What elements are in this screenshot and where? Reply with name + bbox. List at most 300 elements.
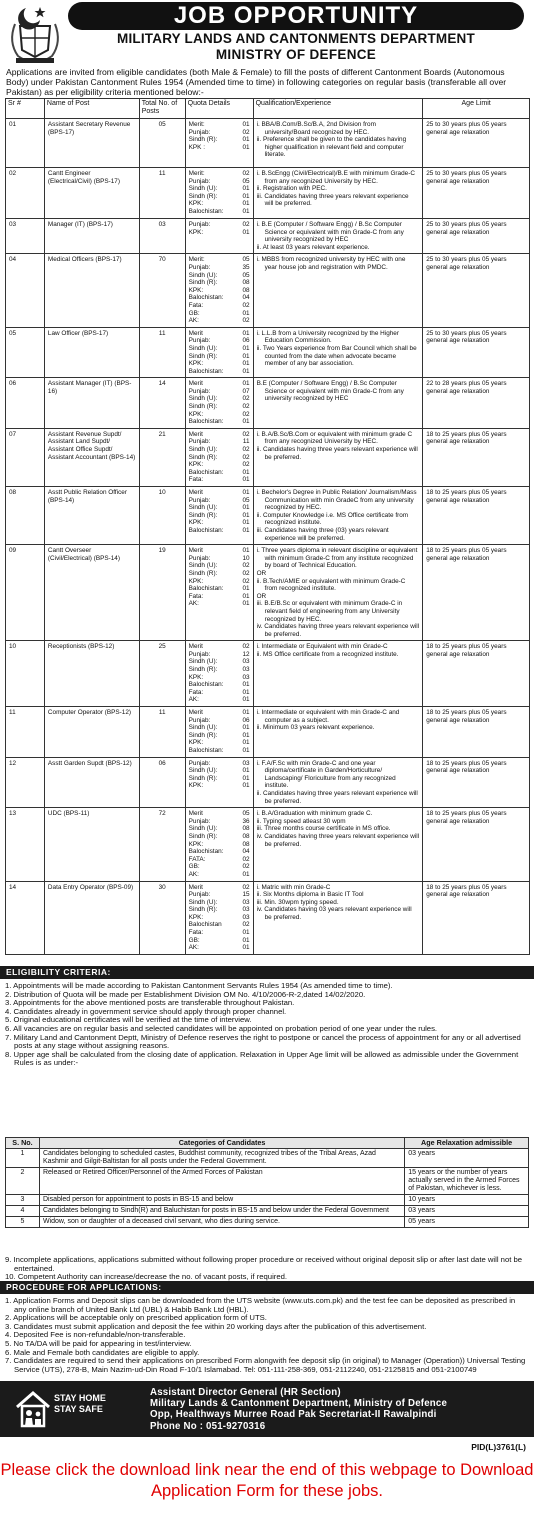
quota-line <box>189 724 250 732</box>
quota-count: 05 <box>242 256 250 264</box>
quota-count: 02 <box>242 883 250 891</box>
quota-line <box>189 256 250 264</box>
quota-count: 01 <box>242 192 250 200</box>
post-name: Data Entry Operator (BPS-09) <box>44 881 139 954</box>
post-name: Assistant Secretary Revenue (BPS-17) <box>44 119 139 168</box>
quota-region: Fata: <box>188 688 204 696</box>
quota-region: Sindh (U): <box>188 504 218 512</box>
quota-line <box>189 717 250 725</box>
col-post: Name of Post <box>44 99 139 119</box>
post-qualification <box>253 428 423 486</box>
post-age: 18 to 25 years plus 05 years general age relaxation <box>423 707 530 758</box>
quota-line <box>189 681 250 689</box>
quota-line <box>189 944 250 952</box>
quota-line <box>189 121 250 129</box>
quota-line <box>189 674 250 682</box>
quota-count: 02 <box>242 410 250 418</box>
qualification-line: i. Bechelor's Degree in Public Relation/ Journalism/Mass Communication with min GradeC from any university recognized by HEC. <box>256 489 417 512</box>
qualification-line: ii. Six Months diploma in Basic IT Tool <box>256 891 364 899</box>
quota-line <box>189 279 250 287</box>
qualification-line: i. B.A/B.Sc/B.Com or equivalent with minimum grade C from any recognized University by HEC. <box>256 430 413 446</box>
post-age: 18 to 25 years plus 05 years general age relaxation <box>423 487 530 545</box>
post-quota <box>185 757 253 808</box>
quota-count: 02 <box>242 562 250 570</box>
post-sr: 04 <box>6 254 45 327</box>
quota-region: KPK: <box>188 577 204 585</box>
quota-count: 01 <box>242 747 250 754</box>
quota-region: Balochistan: <box>188 418 224 426</box>
quota-region: Sindh (R): <box>188 906 218 914</box>
quota-region: Sindh (U): <box>188 395 218 403</box>
contact-department: Military Lands & Cantonment Department, Ministry of Defence <box>150 1398 448 1410</box>
quota-count: 01 <box>242 731 250 739</box>
post-quota <box>185 254 253 327</box>
quota-region: Punjab: <box>188 337 211 345</box>
post-sr: 08 <box>6 487 45 545</box>
quota-count: 02 <box>242 301 250 309</box>
rel-col-category: Categories of Candidates <box>39 1138 404 1149</box>
col-qual: Qualification/Experience <box>253 99 423 119</box>
quota-region: AK: <box>188 317 199 325</box>
quota-region: KPK: <box>188 461 204 469</box>
eligibility-item: 9. Incomplete applications, applications submitted without following proper procedure or received without original deposit slip or after last date will not be entertained. <box>5 1255 523 1273</box>
qualification-line: i. BBA/B.Com/B.Sc/B.A, 2nd Division from university/Board recognized by HEC. <box>256 121 376 136</box>
quota-region: AK: <box>188 944 199 952</box>
quota-count: 01 <box>242 476 250 484</box>
rel-age: 05 years <box>405 1217 529 1228</box>
quota-count: 01 <box>242 228 250 236</box>
post-name: Cantt Engineer (Electrical/Civil) (BPS-17) <box>44 168 139 219</box>
post-age: 18 to 25 years plus 05 years general age relaxation <box>423 545 530 641</box>
quota-count: 01 <box>242 380 250 388</box>
qualification-line: iii. Three months course certificate in MS office. <box>256 825 391 833</box>
quota-count: 08 <box>242 279 250 287</box>
quota-count: 35 <box>242 263 250 271</box>
post-sr: 12 <box>6 757 45 808</box>
post-qualification <box>253 487 423 545</box>
qualification-line: ii. Preference shall be given to the candidates having higher qualification in relevant field and computer literate. <box>256 136 407 159</box>
post-sr: 02 <box>6 168 45 219</box>
quota-region: Punjab: <box>188 716 211 724</box>
qualification-line: iii. B.E/B.Sc or equivalent with minimum Grade-C in relevant field of engineering from any University recognized by HEC. <box>256 600 403 623</box>
post-qualification <box>253 119 423 168</box>
quota-line <box>189 856 250 864</box>
post-quota <box>185 808 253 881</box>
quota-line <box>189 310 250 318</box>
quota-region: Sindh (R): <box>188 832 218 840</box>
intro-text: Applications are invited from eligible candidates (both Male & Female) to fill the posts of different Cantonment Boards (Autonomous Body) under Pakistan Cantonment Rules 1954 (Amended time to time) in following categories on regular basis (transferable all over Pakistan) as per eligibility criteria mentioned below:- <box>6 67 507 97</box>
qualification-line: ii. Registration with PEC. <box>256 185 327 193</box>
quota-region: Punjab: <box>188 554 211 562</box>
post-name: Assistant Manager (IT) (BPS-16) <box>44 378 139 429</box>
quota-count: 01 <box>242 929 250 937</box>
col-quota: Quota Details <box>185 99 253 119</box>
qualification-line: ii. Candidates having three years relevant experience will be preferred. <box>256 789 418 805</box>
quota-region: Fata: <box>188 592 204 600</box>
quota-line <box>189 388 250 396</box>
relaxation-row <box>6 1168 529 1195</box>
quota-count: 01 <box>242 468 250 476</box>
post-name: Law Officer (BPS-17) <box>44 327 139 378</box>
quota-line <box>189 848 250 856</box>
quota-count: 01 <box>242 688 250 696</box>
stay-home-house-icon <box>14 1389 52 1429</box>
procedure-item: 4. Deposited Fee is non-refundable/non-transferable. <box>5 1330 186 1340</box>
rel-age: 03 years <box>405 1149 529 1168</box>
procedure-heading: PROCEDURE FOR APPLICATIONS: <box>0 1281 534 1294</box>
quota-count: 04 <box>242 294 250 302</box>
qualification-line: ii. Candidates having three years relevant experience will be preferred. <box>256 446 418 461</box>
quota-count: 01 <box>242 774 250 782</box>
quota-region: Fata: <box>188 929 204 937</box>
quota-region: Merit <box>188 643 203 651</box>
rel-sno: 4 <box>6 1206 40 1217</box>
quota-count: 10 <box>242 554 250 562</box>
post-total: 10 <box>139 487 185 545</box>
quota-line <box>189 476 250 484</box>
contact-address <box>150 1387 447 1432</box>
post-qualification <box>253 378 423 429</box>
post-qualification <box>253 757 423 808</box>
quota-region: KPK: <box>188 840 204 848</box>
quota-region: Balochistan: <box>188 207 224 215</box>
post-row <box>6 757 530 808</box>
quota-line <box>189 454 250 462</box>
quota-region: Sindh (U): <box>188 344 218 352</box>
quota-region: Sindh (U): <box>188 185 218 193</box>
qualification-line: ii. Minimum 03 years relevant experience. <box>256 724 375 732</box>
post-age: 18 to 25 years plus 05 years general age relaxation <box>423 757 530 808</box>
qualification-line: iv. Candidates having three years relevant experience will be preferred. <box>256 623 420 638</box>
qualification-line: iii. Candidates having three (03) years relevant experience will be preferred. <box>256 526 389 542</box>
quota-region: KPK: <box>188 410 204 418</box>
procedure-item: 5. No TA/DA will be paid for appearing in test/interview. <box>5 1338 192 1348</box>
job-opportunity-banner: JOB OPPORTUNITY <box>68 2 524 30</box>
quota-line <box>189 446 250 454</box>
qualification-line: i. Three years diploma in relevant discipline or equivalent with minimum Grade-C from any institute recognized by board of Technical Education. <box>256 547 418 570</box>
contact-location: Opp, Healthways Murree Road Pak Secretariat-II Rawalpindi <box>150 1409 437 1421</box>
quota-count: 03 <box>242 658 250 666</box>
quota-count: 01 <box>242 936 250 944</box>
quota-count: 08 <box>242 832 250 840</box>
quota-line <box>189 937 250 945</box>
post-total: 11 <box>139 707 185 758</box>
qualification-line: ii. At least 03 years relevant experience. <box>256 243 370 251</box>
quota-region: KPK: <box>188 913 204 921</box>
quota-count: 01 <box>242 547 250 555</box>
col-age: Age Limit <box>423 99 530 119</box>
quota-line <box>189 368 250 376</box>
qualification-line: ii. Computer Knowledge i.e. MS Office certificate from recognized institute. <box>256 511 409 527</box>
posts-body <box>6 119 530 955</box>
quota-count: 03 <box>242 913 250 921</box>
quota-line <box>189 129 250 137</box>
post-total: 70 <box>139 254 185 327</box>
header <box>0 0 534 66</box>
quota-line <box>189 747 250 755</box>
quota-count: 02 <box>242 128 250 136</box>
quota-count: 01 <box>242 585 250 593</box>
eligibility-item: 7. Military Land and Cantonment Deptt, Ministry of Defence reserves the right to postpone or cancel the process of appointment for any or all advertised posts at any stage without assigning reasons. <box>5 1032 521 1051</box>
procedure-item: 3. Candidates must submit application and deposit the fee within 20 working days after the publication of this advertisement. <box>5 1321 427 1331</box>
quota-region: Punjab: <box>188 438 211 446</box>
eligibility-more-list <box>5 1256 529 1282</box>
quota-region: Fata: <box>188 301 204 309</box>
quota-count: 02 <box>242 643 250 651</box>
quota-count: 01 <box>242 782 250 790</box>
contact-footer <box>0 1381 534 1437</box>
quota-region: Punjab: <box>188 650 211 658</box>
post-row <box>6 487 530 545</box>
quota-line <box>189 403 250 411</box>
post-qualification <box>253 707 423 758</box>
quota-line <box>189 732 250 740</box>
post-row <box>6 707 530 758</box>
quota-count: 02 <box>242 863 250 871</box>
quota-region: Sindh (R): <box>188 403 218 411</box>
eligibility-item: 2. Distribution of Quota will be made per Establishment Division OM No. 4/10/2006-R-2,dated 14/02/2020. <box>5 989 366 999</box>
quota-count: 15 <box>242 891 250 899</box>
quota-line <box>189 739 250 747</box>
procedure-item: 2. Applications will be acceptable only on prescribed application form of UTS. <box>5 1313 267 1323</box>
rel-age: 10 years <box>405 1195 529 1206</box>
quota-count: 01 <box>242 709 250 717</box>
qualification-line: ii. MS Office certificate from a recognized institute. <box>256 650 399 658</box>
post-sr: 07 <box>6 428 45 486</box>
quota-region: Sindh (R): <box>188 453 218 461</box>
quota-line <box>189 782 250 790</box>
quota-line <box>189 709 250 717</box>
quota-line <box>189 562 250 570</box>
quota-region: KPK: <box>188 739 204 747</box>
post-row <box>6 254 530 327</box>
quota-line <box>189 689 250 697</box>
post-name: UDC (BPS-11) <box>44 808 139 881</box>
quota-count: 01 <box>242 681 250 689</box>
post-qualification <box>253 808 423 881</box>
quota-region: Punjab: <box>188 759 211 767</box>
post-quota <box>185 119 253 168</box>
quota-region: Balochistan: <box>188 585 224 593</box>
rel-category: Disabled person for appointment to posts in BS-15 and below <box>39 1195 404 1206</box>
quota-count: 01 <box>242 696 250 704</box>
department-title: MILITARY LANDS AND CANTONMENTS DEPARTMENT <box>117 31 475 46</box>
qualification-line: i. F.A/F.Sc with min Grade-C and one year diploma/certificate in Garden/Horticulture/ Landscaping/ Floriculture from any recognized institute. <box>256 759 396 790</box>
quota-line <box>189 380 250 388</box>
quota-line <box>189 906 250 914</box>
quota-region: Sindh (R): <box>188 352 218 360</box>
quota-line <box>189 578 250 586</box>
procedure-list <box>5 1297 529 1374</box>
quota-region: Merit <box>188 489 203 496</box>
post-age: 25 to 30 years plus 05 years general age relaxation <box>423 168 530 219</box>
quota-line <box>189 431 250 439</box>
post-name: Computer Operator (BPS-12) <box>44 707 139 758</box>
qualification-line: iv. Candidates having three years relevant experience will be preferred. <box>256 832 420 848</box>
qualification-line: iii. Min. 30wpm typing speed. <box>256 898 339 906</box>
quota-line <box>189 345 250 353</box>
quota-line <box>189 863 250 871</box>
quota-region: Balochistan: <box>188 848 224 856</box>
contact-phone: Phone No : 051-9270316 <box>150 1420 266 1432</box>
quota-line <box>189 767 250 775</box>
procedure-item: 1. Application Forms and Deposit slips can be downloaded from the UTS website (www.uts.com.pk) and the test fee can be deposited as prescribed in any online branch of United Bank Ltd (UBL) & Habib Bank Ltd (HBL). <box>5 1296 516 1314</box>
quota-region: Merit: <box>188 170 205 177</box>
quota-count: 01 <box>242 592 250 600</box>
quota-region: Sindh (U): <box>188 658 218 666</box>
eligibility-heading: ELIGIBILITY CRITERIA: <box>0 966 534 979</box>
age-relaxation-table <box>5 1137 529 1228</box>
quota-region: FATA: <box>188 855 206 863</box>
quota-count: 01 <box>242 360 250 368</box>
rel-category: Released or Retired Officer/Personnel of the Armed Forces of Pakistan <box>39 1168 404 1195</box>
quota-region: Balochistan: <box>188 526 224 534</box>
quota-region: Punjab: <box>188 891 211 899</box>
quota-region: Sindh (U): <box>188 562 218 570</box>
qualification-line: ii. Typing speed atleast 30 wpm <box>256 817 346 825</box>
quota-count: 02 <box>242 221 250 228</box>
quota-region: Fata: <box>188 476 204 484</box>
quota-line <box>189 651 250 659</box>
quota-count: 08 <box>242 840 250 848</box>
quota-region: KPK: <box>188 286 204 294</box>
ministry-title: MINISTRY OF DEFENCE <box>215 47 377 62</box>
post-row <box>6 808 530 881</box>
quota-count: 01 <box>242 207 250 215</box>
quota-region: Sindh (R): <box>188 774 218 782</box>
quota-line <box>189 512 250 520</box>
quota-count: 01 <box>242 489 250 496</box>
quota-count: 36 <box>242 817 250 825</box>
quota-line <box>189 547 250 555</box>
quota-count: 02 <box>242 170 250 177</box>
quota-line <box>189 411 250 419</box>
rel-category: Widow, son or daughter of a deceased civil servant, who dies during service. <box>39 1217 404 1228</box>
post-name: Asstt Public Relation Officer (BPS-14) <box>44 487 139 545</box>
quota-line <box>189 221 250 229</box>
quota-region: Sindh (U): <box>188 271 218 279</box>
quota-region: Merit <box>188 709 203 717</box>
quota-region: Sindh (R): <box>188 731 218 739</box>
qualification-line: i. B.E (Computer / Software Engg) / B.Sc Computer Science or equivalent with min Grade-C from any university recognized by HEC <box>256 221 404 244</box>
quota-region: Balochistan: <box>188 367 224 375</box>
quota-count: 01 <box>242 504 250 512</box>
quota-line <box>189 527 250 535</box>
quota-count: 01 <box>242 944 250 952</box>
quota-count: 01 <box>242 870 250 878</box>
quota-region: Balochistan: <box>188 294 224 302</box>
post-sr: 05 <box>6 327 45 378</box>
pid-number: PID(L)3761(L) <box>471 1442 526 1452</box>
quota-count: 05 <box>242 271 250 279</box>
qualification-line: i. Intermediate or equivalent with min Grade-C and computer as a subject. <box>256 709 400 724</box>
quota-count: 01 <box>242 185 250 193</box>
quota-line <box>189 193 250 201</box>
quota-region: Sindh (R): <box>188 511 218 519</box>
quota-region: Merit: <box>188 121 205 128</box>
quota-count: 02 <box>242 395 250 403</box>
post-qualification <box>253 641 423 707</box>
eligibility-item: 5. Original educational certificates will be verified at the time of interview. <box>5 1015 252 1025</box>
post-age: 18 to 25 years plus 05 years general age relaxation <box>423 428 530 486</box>
rel-sno: 2 <box>6 1168 40 1195</box>
quota-region: Balochistan: <box>188 681 224 689</box>
quota-region: Sindh (U): <box>188 825 218 833</box>
quota-region: Punjab: <box>188 221 211 228</box>
quota-count: 02 <box>242 461 250 469</box>
post-sr: 11 <box>6 707 45 758</box>
quota-line <box>189 185 250 193</box>
qualification-line: iii. Candidates having three years relevant experience will be preferred. <box>256 192 409 208</box>
quota-region: Merit <box>188 810 203 818</box>
quota-line <box>189 178 250 186</box>
quota-line <box>189 921 250 929</box>
quota-line <box>189 929 250 937</box>
relaxation-header-row <box>6 1138 529 1149</box>
stay-home-text: STAY HOME <box>54 1393 106 1403</box>
post-row <box>6 378 530 429</box>
quota-line <box>189 317 250 325</box>
quota-line <box>189 666 250 674</box>
post-total: 25 <box>139 641 185 707</box>
quota-line <box>189 696 250 704</box>
quota-count: 02 <box>242 577 250 585</box>
quota-region: Balochistan: <box>188 468 224 476</box>
quota-line <box>189 360 250 368</box>
quota-line <box>189 884 250 892</box>
quota-count: 02 <box>242 403 250 411</box>
quota-region: KPK: <box>188 519 204 527</box>
quota-count: 03 <box>242 906 250 914</box>
quota-line <box>189 585 250 593</box>
download-note[interactable]: Please click the download link near the end of this webpage to Download Application Form for these jobs. <box>0 1461 534 1500</box>
relaxation-row <box>6 1149 529 1168</box>
post-quota <box>185 327 253 378</box>
post-age: 25 to 30 years plus 05 years general age relaxation <box>423 327 530 378</box>
quota-region: Sindh (U): <box>188 898 218 906</box>
quota-line <box>189 760 250 768</box>
post-total: 19 <box>139 545 185 641</box>
quota-region: Punjab: <box>188 817 211 825</box>
quota-line <box>189 229 250 237</box>
post-row <box>6 219 530 254</box>
post-age: 22 to 28 years plus 05 years general age relaxation <box>423 378 530 429</box>
quota-line <box>189 914 250 922</box>
quota-region: Punjab: <box>188 263 211 271</box>
col-sr: Sr # <box>6 99 45 119</box>
quota-line <box>189 891 250 899</box>
quota-region: Merit <box>188 380 203 388</box>
post-quota <box>185 641 253 707</box>
quota-count: 01 <box>242 309 250 317</box>
quota-line <box>189 337 250 345</box>
rel-sno: 5 <box>6 1217 40 1228</box>
post-total: 30 <box>139 881 185 954</box>
post-total: 06 <box>139 757 185 808</box>
quota-count: 02 <box>242 921 250 929</box>
post-sr: 09 <box>6 545 45 641</box>
quota-line <box>189 871 250 879</box>
post-name: Receptionists (BPS-12) <box>44 641 139 707</box>
post-total: 03 <box>139 219 185 254</box>
quota-line <box>189 200 250 208</box>
post-quota <box>185 219 253 254</box>
post-qualification <box>253 254 423 327</box>
post-age: 18 to 25 years plus 05 years general age relaxation <box>423 881 530 954</box>
quota-region: KPK: <box>188 360 204 368</box>
post-sr: 10 <box>6 641 45 707</box>
quota-count: 01 <box>242 352 250 360</box>
